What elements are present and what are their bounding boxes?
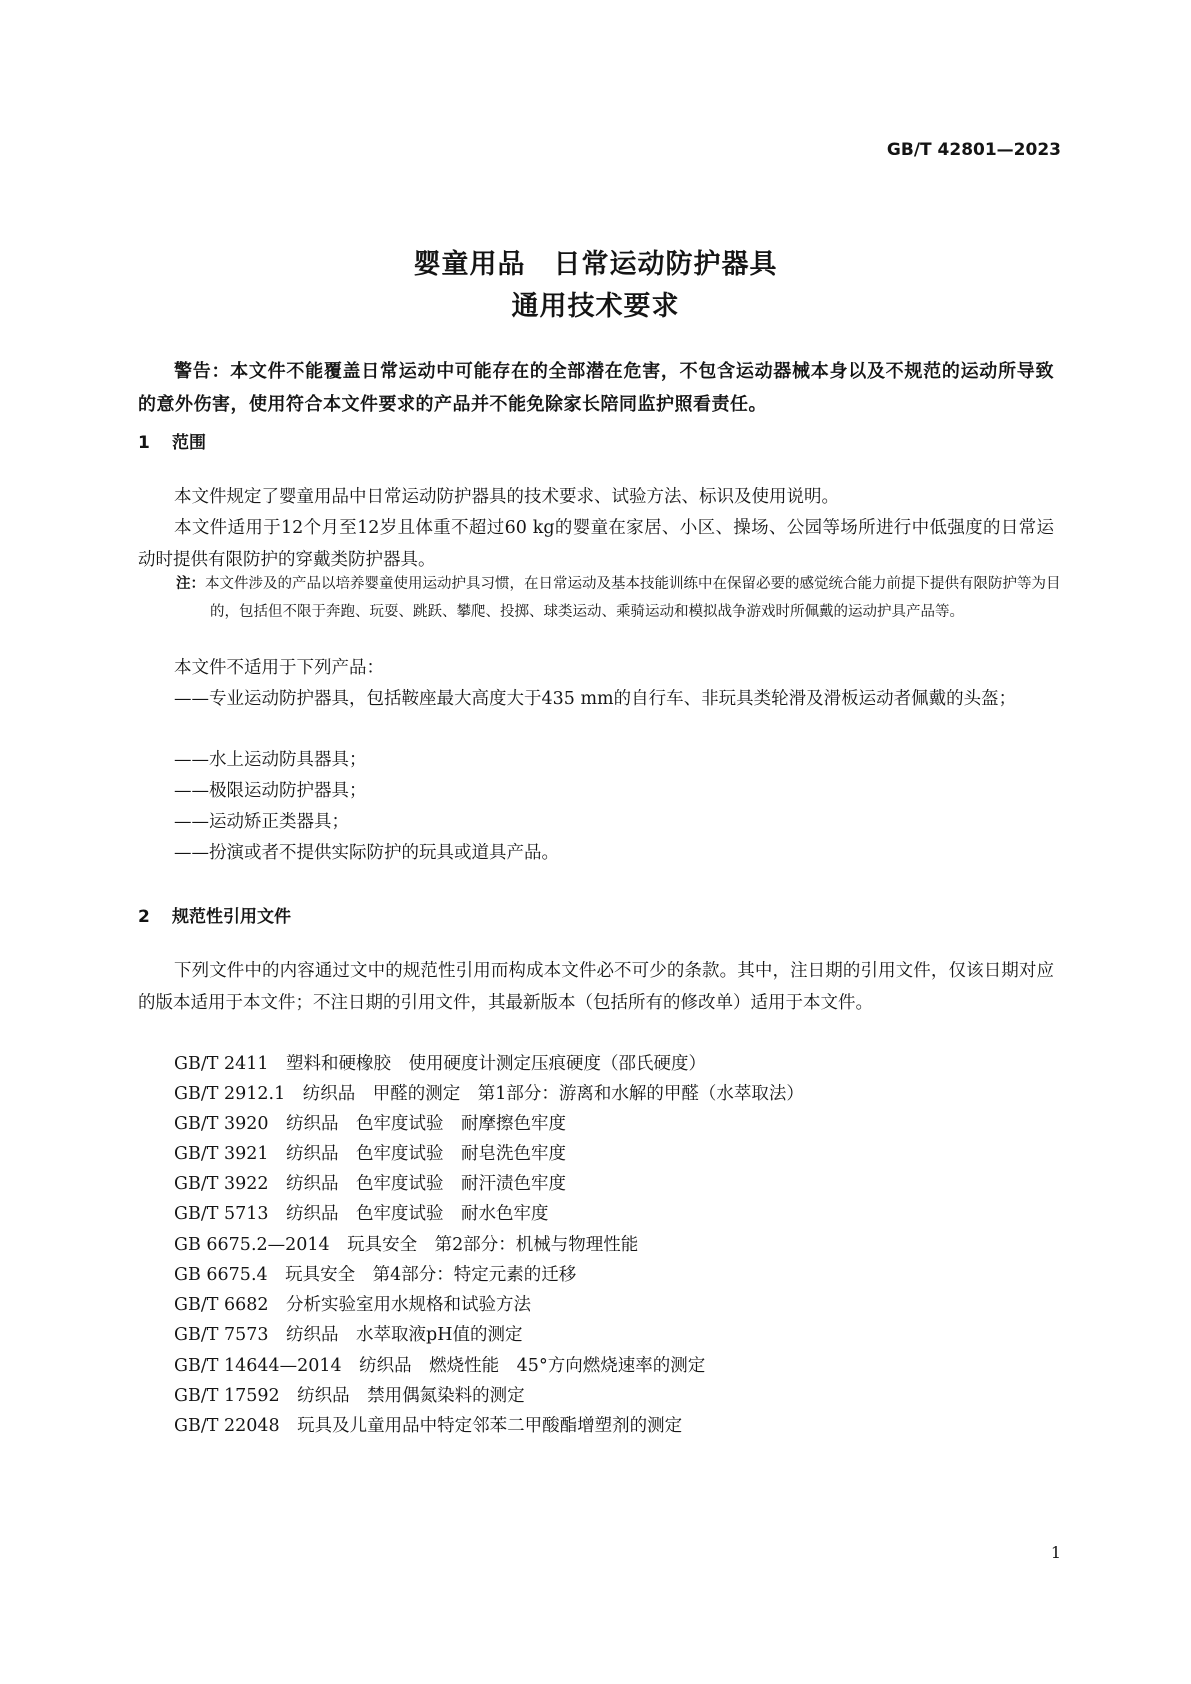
reference-item: GB/T 17592 纺织品 禁用偶氮染料的测定 bbox=[174, 1386, 525, 1406]
exclusion-item: ——扮演或者不提供实际防护的玩具或道具产品。 bbox=[174, 843, 559, 863]
reference-item: GB/T 2912.1 纺织品 甲醛的测定 第1部分：游离和水解的甲醛（水萃取法） bbox=[174, 1084, 804, 1104]
reference-item: GB/T 5713 纺织品 色牢度试验 耐水色牢度 bbox=[174, 1204, 549, 1224]
exclusion-item: ——水上运动防具器具； bbox=[174, 750, 367, 770]
reference-item: GB 6675.2—2014 玩具安全 第2部分：机械与物理性能 bbox=[174, 1235, 639, 1255]
section-1-heading bbox=[138, 428, 206, 453]
section-1-title: 范围 bbox=[172, 433, 206, 453]
reference-item: GB/T 3922 纺织品 色牢度试验 耐汗渍色牢度 bbox=[174, 1174, 567, 1194]
section-2-title: 规范性引用文件 bbox=[172, 907, 291, 927]
document-title-line-1: 婴童用品 日常运动防护器具 bbox=[413, 249, 778, 280]
note-label: 注： bbox=[176, 576, 205, 592]
note-text: 本文件涉及的产品以培养婴童使用运动护具习惯，在日常运动及基本技能训练中在保留必要的感觉统合能力前提下提供有限防护等为目的，包括但不限于奔跑、玩耍、跳跃、攀爬、投掷、球类运动、乘骑运动和模拟战争游戏时所佩戴的运动护具产品等。 bbox=[205, 576, 1061, 620]
standard-code: GB/T 42801—2023 bbox=[886, 140, 1061, 160]
section-2-paragraph-1: 下列文件中的内容通过文中的规范性引用而构成本文件必不可少的条款。其中，注日期的引用文件，仅该日期对应的版本适用于本文件；不注日期的引用文件，其最新版本（包括所有的修改单）适用于本文件。 bbox=[138, 961, 1054, 1013]
exclusion-item: ——专业运动防护器具，包括鞍座最大高度大于435 mm的自行车、非玩具类轮滑及滑板运动者佩戴的头盔； bbox=[174, 689, 1017, 709]
reference-item: GB/T 14644—2014 纺织品 燃烧性能 45°方向燃烧速率的测定 bbox=[174, 1356, 706, 1376]
reference-item: GB/T 22048 玩具及儿童用品中特定邻苯二甲酸酯增塑剂的测定 bbox=[174, 1416, 683, 1436]
section-2-heading bbox=[138, 902, 291, 927]
section-2-number: 2 bbox=[138, 907, 150, 927]
exclusion-item: ——运动矫正类器具； bbox=[174, 812, 349, 832]
section-1-number: 1 bbox=[138, 433, 150, 453]
reference-item: GB/T 7573 纺织品 水萃取液pH值的测定 bbox=[174, 1325, 523, 1345]
reference-item: GB/T 6682 分析实验室用水规格和试验方法 bbox=[174, 1295, 532, 1315]
section-1-note bbox=[176, 570, 1086, 626]
page-number: 1 bbox=[1050, 1543, 1061, 1562]
reference-item: GB/T 2411 塑料和硬橡胶 使用硬度计测定压痕硬度（邵氏硬度） bbox=[174, 1054, 707, 1074]
reference-item: GB 6675.4 玩具安全 第4部分：特定元素的迁移 bbox=[174, 1265, 577, 1285]
warning-paragraph: 警告：本文件不能覆盖日常运动中可能存在的全部潜在危害，不包含运动器械本身以及不规范的运动所导致的意外伤害，使用符合本文件要求的产品并不能免除家长陪同监护照看责任。 bbox=[138, 361, 1054, 415]
reference-item: GB/T 3921 纺织品 色牢度试验 耐皂洗色牢度 bbox=[174, 1144, 567, 1164]
reference-item: GB/T 3920 纺织品 色牢度试验 耐摩擦色牢度 bbox=[174, 1114, 567, 1134]
section-1-paragraph-2: 本文件适用于12个月至12岁且体重不超过60 kg的婴童在家居、小区、操场、公园等场所进行中低强度的日常运动时提供有限防护的穿戴类防护器具。 bbox=[138, 518, 1054, 570]
section-1-paragraph-3: 本文件不适用于下列产品： bbox=[174, 658, 384, 678]
section-1-paragraph-1: 本文件规定了婴童用品中日常运动防护器具的技术要求、试验方法、标识及使用说明。 bbox=[174, 487, 839, 507]
document-title-line-2: 通用技术要求 bbox=[511, 291, 680, 322]
exclusion-item: ——极限运动防护器具； bbox=[174, 781, 367, 801]
